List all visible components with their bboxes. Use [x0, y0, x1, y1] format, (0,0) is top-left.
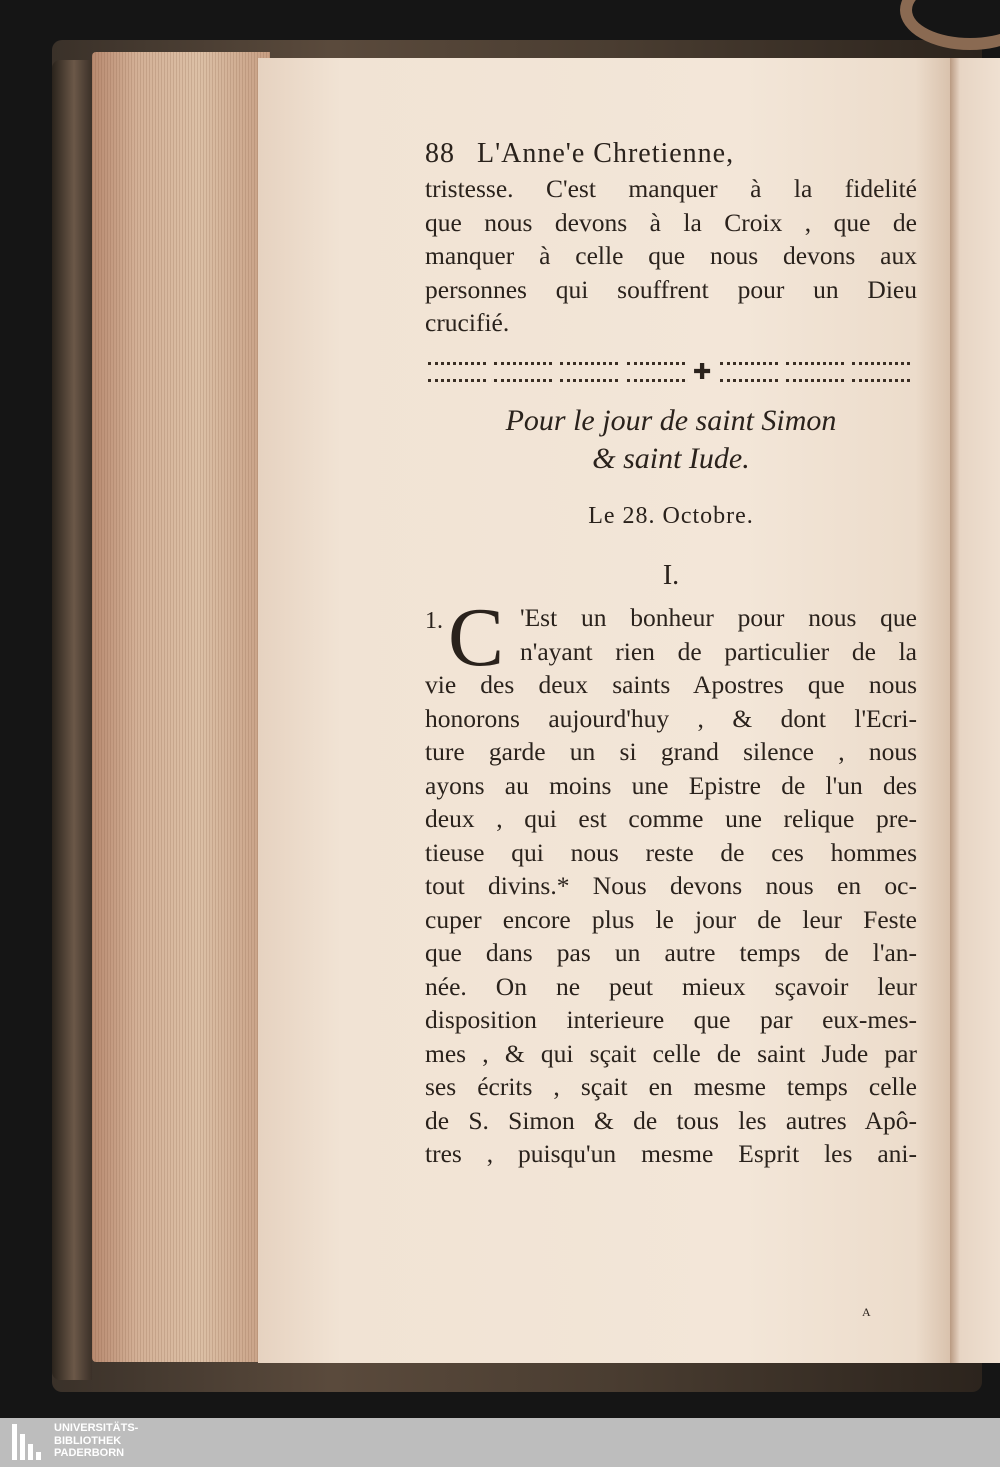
page-block-edges [92, 52, 270, 1362]
library-name [54, 1422, 138, 1460]
library-name-line: BIBLIOTHEK [54, 1434, 122, 1447]
text-line: 'Est un bonheur pour nous que [520, 603, 917, 632]
paragraph-number: 1. [425, 608, 443, 634]
ornament-piece [852, 362, 910, 382]
text-line: ayons au moins une Epistre de l'un des [425, 770, 917, 800]
text-line: née. On ne peut mieux sçavoir leur [425, 971, 917, 1001]
cross-icon: ✚ [692, 359, 712, 384]
drop-cap: C [448, 591, 505, 684]
signature-mark: A [862, 1305, 871, 1319]
text-line: mes , & qui sçait celle de saint Jude par [425, 1038, 917, 1068]
text-line: que dans pas un autre temps de l'an- [425, 938, 917, 967]
text-line: crucifié. [425, 308, 510, 337]
text-line: disposition interieure que par eux-mes- [425, 1005, 917, 1034]
library-logo-icon [12, 1424, 46, 1460]
text-line: n'ayant rien de particulier de la [520, 636, 917, 666]
text-line: tristesse. C'est manquer à la fidelité [425, 174, 917, 203]
feast-date: Le 28. Octobre. [588, 503, 754, 529]
ornament-piece [627, 362, 685, 382]
ornament-piece [560, 362, 618, 382]
text-line: tout divins.* Nous devons nous en oc- [425, 871, 917, 900]
text-line: personnes qui souffrent pour un Dieu [425, 274, 917, 304]
book-spine [52, 60, 92, 1380]
text-line: tres , puisqu'un mesme Esprit les ani- [425, 1139, 917, 1168]
ornament-piece [720, 362, 778, 382]
section-title-line-2: & saint Iude. [592, 442, 750, 475]
text-line: ture garde un si grand silence , nous [425, 737, 917, 766]
text-line: ses écrits , sçait en mesme temps celle [425, 1072, 917, 1101]
section-number: I. [662, 560, 680, 591]
ornament-piece [786, 362, 844, 382]
main-paragraph [425, 601, 917, 1171]
text-line: honorons aujourd'huy , & dont l'Ecri- [425, 703, 917, 733]
text-line: deux , qui est comme une relique pre- [425, 804, 917, 833]
running-title: L'Anne'e Chretienne, [477, 138, 735, 169]
library-name-line: PADERBORN [54, 1447, 125, 1459]
carryover-text [425, 172, 917, 340]
text-line: vie des deux saints Apostres que nous [425, 670, 917, 699]
text-line: cuper encore plus le jour de leur Feste [425, 904, 917, 934]
text-line: manquer à celle que nous devons aux [425, 241, 917, 270]
ornament-piece [428, 362, 486, 382]
ornament-piece [494, 362, 552, 382]
section-title-line-1: Pour le jour de saint Simon [505, 404, 837, 437]
text-line: tieuse qui nous reste de ces hommes [425, 837, 917, 867]
right-page-sliver [950, 58, 1000, 1363]
text-line: de S. Simon & de tous les autres Apô- [425, 1105, 917, 1135]
library-name-line: UNIVERSITÄTS- [54, 1422, 139, 1434]
running-head [425, 138, 920, 170]
decorative-rule [428, 360, 910, 384]
page-number: 88 [425, 138, 455, 169]
text-line: que nous devons à la Croix , que de [425, 207, 917, 237]
library-footer [0, 1418, 1000, 1467]
